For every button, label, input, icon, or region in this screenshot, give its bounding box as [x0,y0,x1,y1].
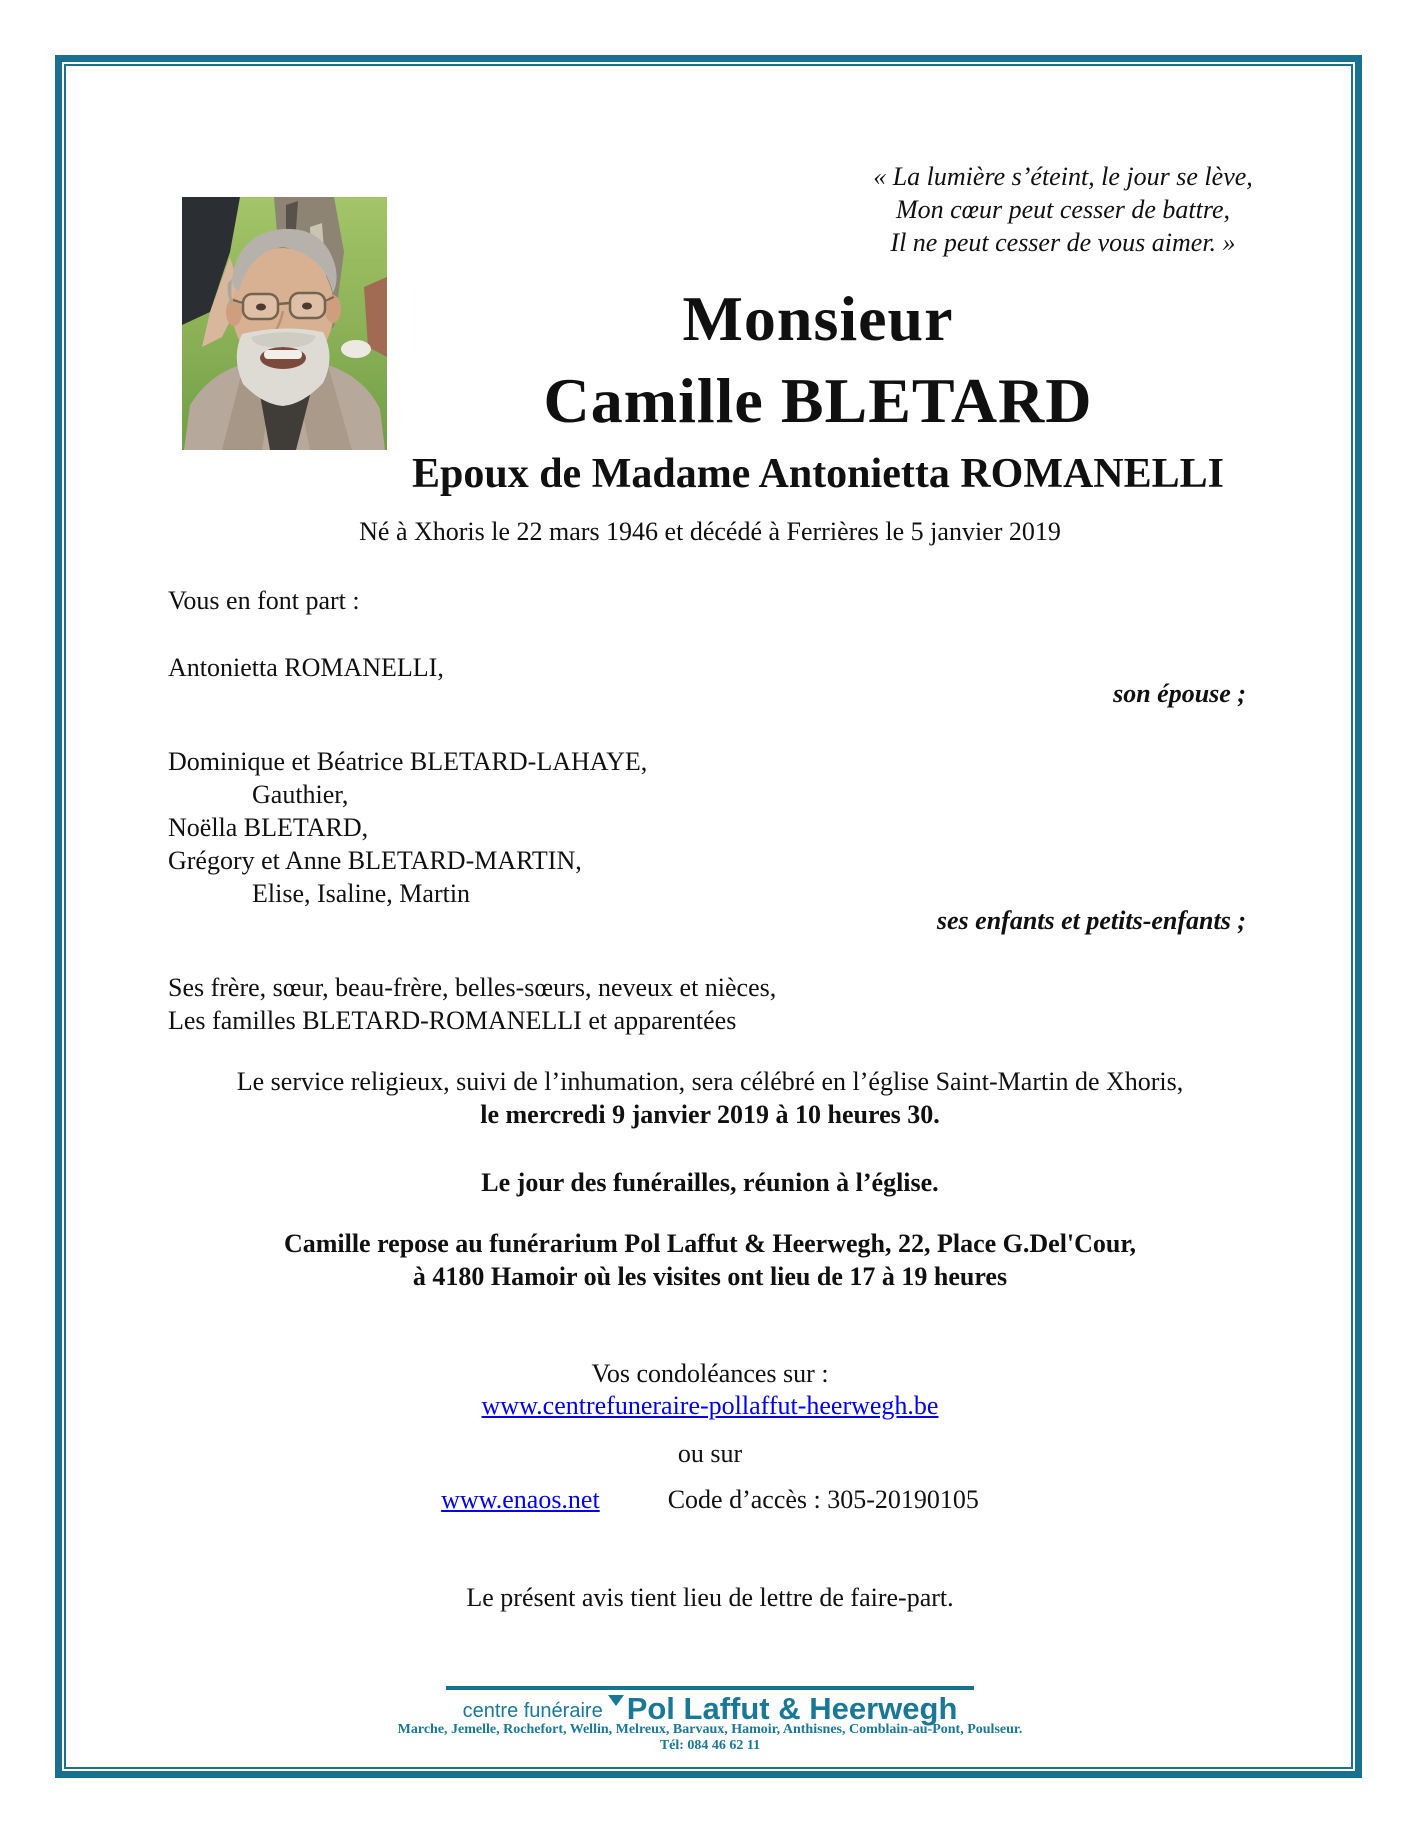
children-line: Gauthier, [252,780,349,809]
footer-divider-line [446,1686,974,1690]
deceased-name: Camille BLETARD [543,365,1093,436]
deceased-title-block [285,278,1351,500]
children-line: Grégory et Anne BLETARD-MARTIN, [168,846,582,875]
children-line: Elise, Isaline, Martin [252,879,471,908]
life-dates: Né à Xhoris le 22 mars 1946 et décédé à Ferrières le 5 janvier 2019 [359,517,1061,546]
quote-line-3: Il ne peut cesser de vous aimer. » [890,228,1236,257]
repose-line: à 4180 Hamoir où les visites ont lieu de 17 à 19 heures [412,1262,1008,1291]
spouse-of-line: Epoux de Madame Antonietta ROMANELLI [411,451,1225,497]
relatives-line: Ses frère, sœur, beau-frère, belles-sœurs, neveux et nièces, [168,973,777,1002]
logo-prefix: centre funéraire [462,1700,603,1722]
salutation: Monsieur [682,283,954,354]
quote-line-1: « La lumière s’éteint, le jour se lève, [873,162,1253,191]
enaos-row [69,1484,1351,1516]
enaos-link[interactable]: www.enaos.net [441,1485,600,1514]
funeral-home-logo [69,1691,1351,1726]
spouse-label: son épouse ; [1113,679,1246,708]
children-line: Dominique et Béatrice BLETARD-LAHAYE, [168,747,648,776]
announcement-intro: Vous en font part : [168,586,360,615]
children-line: Noëlla BLETARD, [168,813,369,842]
service-line: Le service religieux, suivi de l’inhumation, sera célébré en l’église Saint-Martin de Xhoris, [236,1067,1184,1096]
memorial-quote [870,160,1256,259]
closing-line: Le présent avis tient lieu de lettre de faire-part. [466,1583,954,1612]
or-text: ou sur [677,1439,743,1468]
repose-block [69,1227,1351,1293]
footer-locations: Marche, Jemelle, Rochefort, Wellin, Melreux, Barvaux, Hamoir, Anthisnes, Comblain-au-Pont, Poulseur. [397,1722,1023,1737]
relatives-block [168,971,776,1037]
children-label: ses enfants et petits-enfants ; [936,906,1246,935]
repose-line: Camille repose au funérarium Pol Laffut & Heerwegh, 22, Place G.Del'Cour, [283,1229,1137,1258]
relatives-line: Les familles BLETARD-ROMANELLI et apparentées [168,1006,737,1035]
funeral-home-link[interactable]: www.centrefuneraire-pollaffut-heerwegh.be [481,1391,939,1420]
condolences-intro: Vos condoléances sur : [591,1359,829,1388]
access-code: Code d’accès : 305-20190105 [667,1485,979,1514]
quote-line-2: Mon cœur peut cesser de battre, [895,195,1231,224]
service-block [69,1065,1351,1131]
logo-brand-name: Pol Laffut & Heerwegh [626,1691,958,1726]
spouse-name: Antonietta ROMANELLI, [168,653,444,682]
condolences-link1-row [69,1390,1351,1422]
children-list [168,745,647,910]
footer-phone: Tél: 084 46 62 11 [659,1738,761,1753]
triangle-down-icon [608,1695,624,1706]
service-date-line: le mercredi 9 janvier 2019 à 10 heures 30. [480,1100,940,1129]
reunion-line: Le jour des funérailles, réunion à l’église. [481,1168,939,1197]
